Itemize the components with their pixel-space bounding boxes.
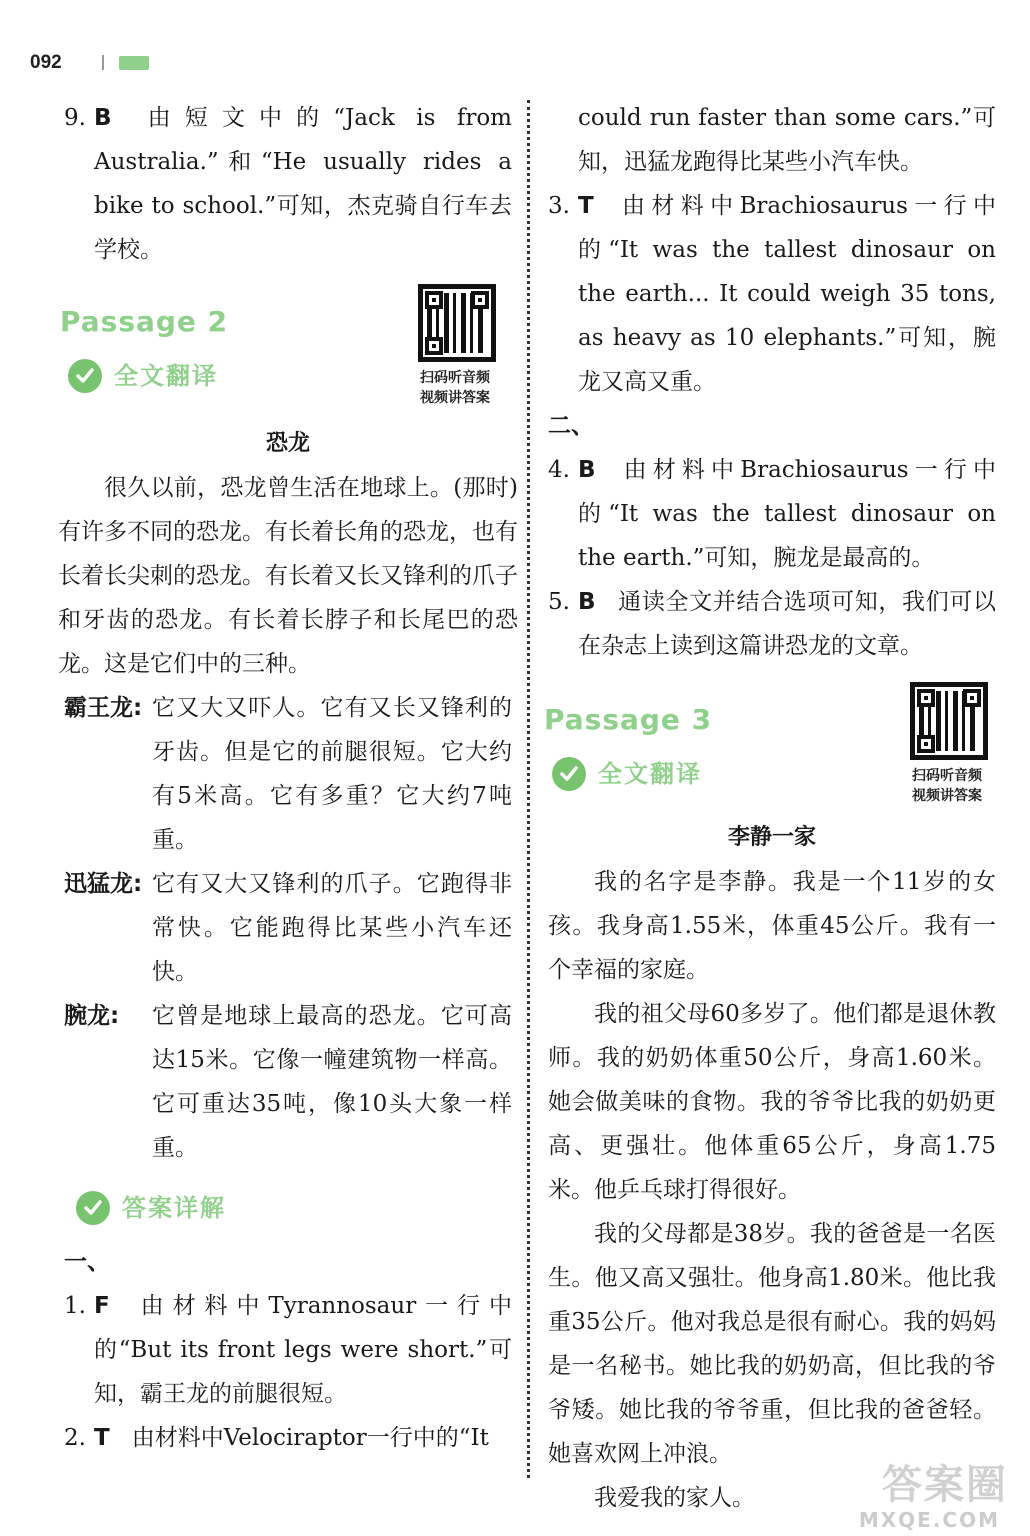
passage-2-header: [60, 294, 512, 422]
dinosaur-description: 它曾是地球上最高的恐龙。它可高达15米。它像一幢建筑物一样高。它可重达35吨，像10头大象一样重。: [152, 1003, 512, 1161]
item-explanation: 由短文中的“Jack is from Australia.”和“He usually rides a bike to school.”可知，杰克骑自行车去学校。: [94, 105, 512, 263]
translation-subhead-label: 全文翻译: [114, 362, 218, 390]
translation-subhead: [552, 752, 702, 796]
answers-subhead-label: 答案详解: [122, 1194, 226, 1222]
item-number: 5.: [548, 589, 570, 615]
qr-caption: [400, 368, 510, 408]
answer-item-2-continued: [548, 96, 996, 184]
page-number: 092: [30, 52, 62, 73]
passage-3-header: [544, 692, 996, 816]
item-answer: F: [94, 1293, 110, 1319]
story-paragraph: 我的名字是李静。我是一个11岁的女孩。我身高1.55米，体重45公斤。我有一个幸福的家庭。: [548, 869, 996, 983]
dinosaur-name: 迅猛龙:: [64, 871, 143, 897]
item-answer: T: [578, 193, 594, 219]
story-title: 恐龙: [265, 431, 310, 456]
qr-caption-line2: 视频讲答案: [420, 390, 490, 406]
answer-item-3: [548, 184, 996, 404]
qr-code-icon[interactable]: [418, 284, 496, 362]
column-divider: [527, 100, 530, 1478]
item-number: 3.: [548, 193, 570, 219]
translation-subhead: [68, 354, 218, 398]
passage-2-title: Passage 2: [60, 305, 229, 338]
header-tab-mark: [119, 56, 149, 70]
qr-caption-line1: 扫码听音频: [420, 370, 490, 386]
story-paragraph: 我的父母都是38岁。我的爸爸是一名医生。他又高又强壮。他身高1.80米。他比我重35公斤。他对我总是很有耐心。我的妈妈是一名秘书。她比我的奶奶高，但比我的爷爷矮。她比我的爷爷重，但比我的爸爸轻。她喜欢网上冲浪。: [548, 1221, 996, 1467]
dinosaur-entry: [64, 862, 512, 994]
item-number: 1.: [64, 1293, 86, 1319]
translation-subhead-label: 全文翻译: [598, 760, 702, 788]
story-paragraph: 我的祖父母60多岁了。他们都是退休教师。我的奶奶体重50公斤，身高1.60米。她会做美味的食物。我的爷爷比我的奶奶更高、更强壮。他体重65公斤，身高1.75米。他乒乓球打得很好。: [548, 1001, 996, 1203]
story-title: 李静一家: [727, 825, 816, 850]
item-explanation: 由材料中Tyrannosaur一行中的“But its front legs were short.”可知，霸王龙的前腿很短。: [94, 1293, 512, 1407]
watermark-logo: 答案圈: [882, 1462, 1008, 1508]
item-explanation: 由材料中Brachiosaurus一行中的“It was the tallest dinosaur on the earth... It could weigh 35 tons, as heavy as 10 elephants.”可知，腕龙又高又重。: [578, 193, 996, 395]
dinosaur-description: 它有又大又锋利的爪子。它跑得非常快。它能跑得比某些小汽车还快。: [152, 871, 512, 985]
answers-subhead: [76, 1186, 226, 1230]
answer-item-4: [548, 448, 996, 580]
item-explanation: 由材料中Velociraptor一行中的“It: [131, 1425, 489, 1451]
story-paragraph: 我爱我的家人。: [594, 1485, 755, 1511]
dinosaur-entry: [64, 994, 512, 1170]
item-number: 2.: [64, 1425, 86, 1451]
qr-caption-line2: 视频讲答案: [912, 788, 982, 804]
check-icon: [552, 757, 586, 791]
dinosaur-name: 霸王龙:: [64, 695, 143, 721]
answer-item-5: [548, 580, 996, 668]
item-answer: T: [94, 1425, 110, 1451]
story-paragraph: 很久以前，恐龙曾生活在地球上。(那时)有许多不同的恐龙。有长着长角的恐龙，也有长着长尖刺的恐龙。有长着又长又锋利的爪子和牙齿的恐龙。有长着长脖子和长尾巴的恐龙。这是它们中的三种。: [58, 475, 518, 677]
dinosaur-description: 它又大又吓人。它有又长又锋利的牙齿。但是它的前腿很短。它大约有5米高。它有多重？它大约7吨重。: [152, 695, 512, 853]
item-number: 9.: [64, 105, 86, 131]
answer-item-2: [64, 1416, 512, 1460]
left-column: [58, 96, 518, 1460]
passage-3-title: Passage 3: [544, 703, 713, 736]
qr-caption-line1: 扫码听音频: [912, 768, 982, 784]
section-marker: 二、: [548, 412, 594, 439]
dinosaur-entry: [64, 686, 512, 862]
section-marker: 一、: [64, 1248, 110, 1275]
watermark-url: MXQE.COM: [858, 1508, 1000, 1532]
item-answer: B: [578, 589, 596, 615]
check-icon: [68, 359, 102, 393]
right-column: [544, 96, 996, 1520]
qr-caption: [892, 766, 1002, 806]
item-number: 4.: [548, 457, 570, 483]
dinosaur-name: 腕龙:: [64, 1003, 120, 1029]
answer-item-9: [64, 96, 512, 272]
item-answer: B: [94, 105, 112, 131]
qr-code-icon[interactable]: [910, 682, 988, 760]
header-separator: [102, 55, 104, 70]
item-explanation: could run faster than some cars.”可知，迅猛龙跑得比某些小汽车快。: [578, 105, 996, 175]
answer-item-1: [64, 1284, 512, 1416]
item-explanation: 通读全文并结合选项可知，我们可以在杂志上读到这篇讲恐龙的文章。: [578, 589, 996, 659]
check-icon: [76, 1191, 110, 1225]
item-explanation: 由材料中Brachiosaurus一行中的“It was the tallest dinosaur on the earth.”可知，腕龙是最高的。: [578, 457, 996, 571]
item-answer: B: [578, 457, 596, 483]
answers-header: [64, 1170, 512, 1240]
